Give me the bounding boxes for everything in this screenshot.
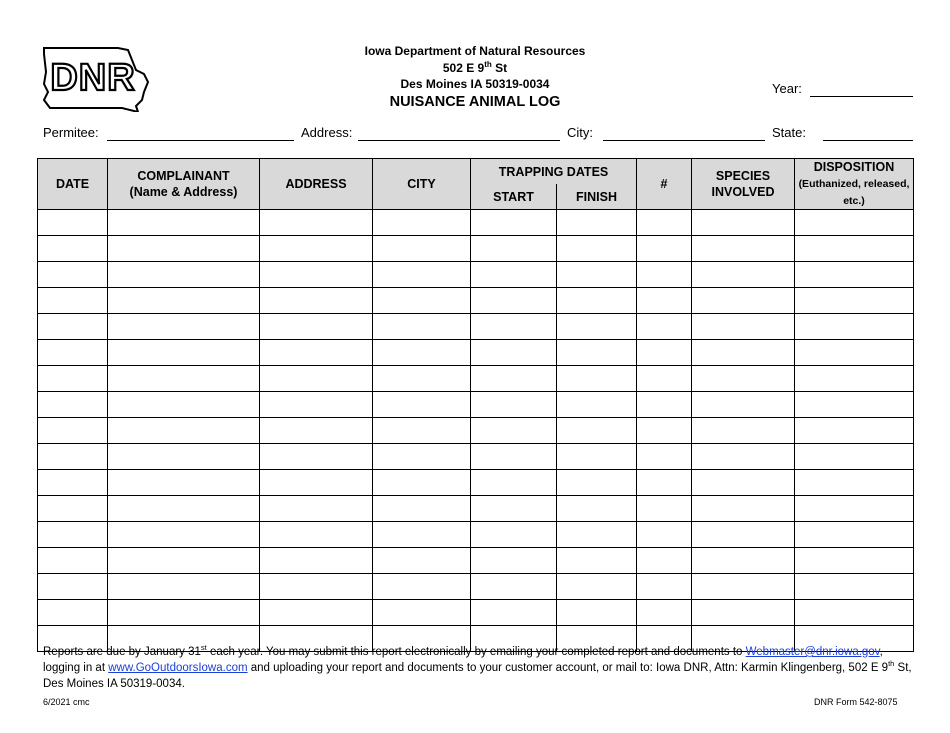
table-cell[interactable] bbox=[471, 314, 557, 340]
table-cell[interactable] bbox=[692, 314, 795, 340]
col-finish: FINISH bbox=[557, 184, 637, 210]
table-cell[interactable] bbox=[108, 314, 260, 340]
table-cell[interactable] bbox=[637, 314, 692, 340]
table-cell[interactable] bbox=[692, 210, 795, 236]
table-cell[interactable] bbox=[637, 574, 692, 600]
table-cell[interactable] bbox=[471, 444, 557, 470]
form-number: DNR Form 542-8075 bbox=[814, 697, 898, 707]
table-cell[interactable] bbox=[692, 236, 795, 262]
table-cell[interactable] bbox=[637, 392, 692, 418]
table-cell[interactable] bbox=[38, 600, 108, 626]
table-cell[interactable] bbox=[373, 470, 471, 496]
table-cell[interactable] bbox=[471, 522, 557, 548]
table-cell[interactable] bbox=[38, 392, 108, 418]
table-cell[interactable] bbox=[557, 314, 637, 340]
table-cell[interactable] bbox=[557, 236, 637, 262]
table-cell[interactable] bbox=[637, 522, 692, 548]
col-disposition: DISPOSITION (Euthanized, released, etc.) bbox=[795, 159, 914, 210]
table-cell[interactable] bbox=[108, 340, 260, 366]
table-row bbox=[38, 340, 914, 366]
table-cell[interactable] bbox=[38, 470, 108, 496]
year-field[interactable] bbox=[810, 96, 913, 97]
address-line-1: 502 E 9th St bbox=[442, 60, 508, 75]
table-cell[interactable] bbox=[795, 522, 914, 548]
table-cell[interactable] bbox=[692, 470, 795, 496]
table-cell[interactable] bbox=[637, 262, 692, 288]
table-row bbox=[38, 366, 914, 392]
table-cell[interactable] bbox=[373, 496, 471, 522]
table-row bbox=[38, 496, 914, 522]
table-cell[interactable] bbox=[557, 288, 637, 314]
table-cell[interactable] bbox=[795, 444, 914, 470]
table-cell[interactable] bbox=[471, 210, 557, 236]
table-cell[interactable] bbox=[557, 600, 637, 626]
table-cell[interactable] bbox=[471, 574, 557, 600]
table-row bbox=[38, 574, 914, 600]
table-cell[interactable] bbox=[692, 496, 795, 522]
form-title: NUISANCE ANIMAL LOG bbox=[389, 94, 561, 110]
table-cell[interactable] bbox=[38, 418, 108, 444]
table-cell[interactable] bbox=[795, 418, 914, 444]
table-cell[interactable] bbox=[795, 262, 914, 288]
table-cell[interactable] bbox=[108, 470, 260, 496]
table-cell[interactable] bbox=[260, 340, 373, 366]
city-field[interactable] bbox=[603, 140, 765, 141]
table-cell[interactable] bbox=[38, 522, 108, 548]
table-row bbox=[38, 288, 914, 314]
table-row bbox=[38, 470, 914, 496]
table-cell[interactable] bbox=[471, 288, 557, 314]
table-cell[interactable] bbox=[692, 444, 795, 470]
table-cell[interactable] bbox=[637, 444, 692, 470]
table-cell[interactable] bbox=[38, 496, 108, 522]
col-count: # bbox=[637, 159, 692, 210]
table-cell[interactable] bbox=[108, 522, 260, 548]
table-row bbox=[38, 236, 914, 262]
table-cell[interactable] bbox=[692, 366, 795, 392]
table-row bbox=[38, 522, 914, 548]
table-cell[interactable] bbox=[260, 418, 373, 444]
table-row bbox=[38, 210, 914, 236]
table-cell[interactable] bbox=[637, 600, 692, 626]
table-cell[interactable] bbox=[260, 366, 373, 392]
table-cell[interactable] bbox=[108, 210, 260, 236]
table-cell[interactable] bbox=[373, 314, 471, 340]
log-rows bbox=[38, 210, 914, 652]
table-cell[interactable] bbox=[637, 366, 692, 392]
table-cell[interactable] bbox=[557, 522, 637, 548]
table-cell[interactable] bbox=[373, 522, 471, 548]
address-line-2: Des Moines IA 50319-0034 bbox=[400, 77, 550, 91]
table-cell[interactable] bbox=[557, 366, 637, 392]
col-city: CITY bbox=[373, 159, 471, 210]
table-cell[interactable] bbox=[38, 262, 108, 288]
table-cell[interactable] bbox=[108, 600, 260, 626]
table-cell[interactable] bbox=[637, 548, 692, 574]
table-cell[interactable] bbox=[38, 210, 108, 236]
table-cell[interactable] bbox=[637, 470, 692, 496]
table-cell[interactable] bbox=[557, 444, 637, 470]
table-cell[interactable] bbox=[373, 210, 471, 236]
year-label: Year: bbox=[772, 81, 802, 96]
table-cell[interactable] bbox=[692, 600, 795, 626]
table-cell[interactable] bbox=[557, 262, 637, 288]
table-cell[interactable] bbox=[471, 236, 557, 262]
logo-text: DNR bbox=[50, 57, 136, 99]
col-address: ADDRESS bbox=[260, 159, 373, 210]
table-cell[interactable] bbox=[795, 340, 914, 366]
table-cell[interactable] bbox=[108, 444, 260, 470]
table-cell[interactable] bbox=[108, 366, 260, 392]
city-label: City: bbox=[567, 125, 593, 140]
table-cell[interactable] bbox=[795, 470, 914, 496]
address-label: Address: bbox=[301, 125, 353, 140]
table-cell[interactable] bbox=[38, 314, 108, 340]
table-cell[interactable] bbox=[471, 366, 557, 392]
table-cell[interactable] bbox=[260, 548, 373, 574]
col-species: SPECIES INVOLVED bbox=[692, 159, 795, 210]
permitee-label: Permitee: bbox=[43, 125, 99, 140]
col-trapping-dates: TRAPPING DATES bbox=[471, 159, 637, 185]
table-cell[interactable] bbox=[260, 392, 373, 418]
nuisance-log-table bbox=[37, 158, 914, 652]
table-row bbox=[38, 418, 914, 444]
table-cell[interactable] bbox=[471, 418, 557, 444]
email-link[interactable]: Webmaster@dnr.iowa.gov bbox=[745, 646, 880, 658]
table-cell[interactable] bbox=[692, 392, 795, 418]
table-cell[interactable] bbox=[637, 340, 692, 366]
table-cell[interactable] bbox=[557, 470, 637, 496]
table-cell[interactable] bbox=[557, 574, 637, 600]
table-row bbox=[38, 314, 914, 340]
table-cell[interactable] bbox=[108, 288, 260, 314]
table-cell[interactable] bbox=[373, 444, 471, 470]
table-cell[interactable] bbox=[795, 496, 914, 522]
table-cell[interactable] bbox=[471, 340, 557, 366]
table-cell[interactable] bbox=[38, 444, 108, 470]
table-cell[interactable] bbox=[260, 210, 373, 236]
table-cell[interactable] bbox=[692, 340, 795, 366]
table-cell[interactable] bbox=[260, 444, 373, 470]
table-cell[interactable] bbox=[373, 392, 471, 418]
table-cell[interactable] bbox=[471, 262, 557, 288]
table-cell[interactable] bbox=[795, 236, 914, 262]
table-row bbox=[38, 392, 914, 418]
table-cell[interactable] bbox=[557, 210, 637, 236]
dnr-logo bbox=[40, 40, 150, 112]
table-cell[interactable] bbox=[637, 418, 692, 444]
table-cell[interactable] bbox=[795, 210, 914, 236]
table-cell[interactable] bbox=[260, 574, 373, 600]
address-field[interactable] bbox=[358, 140, 560, 141]
table-row bbox=[38, 444, 914, 470]
table-cell[interactable] bbox=[795, 288, 914, 314]
table-cell[interactable] bbox=[471, 548, 557, 574]
table-cell[interactable] bbox=[557, 392, 637, 418]
table-cell[interactable] bbox=[108, 496, 260, 522]
table-cell[interactable] bbox=[637, 288, 692, 314]
table-cell[interactable] bbox=[795, 366, 914, 392]
table-cell[interactable] bbox=[38, 548, 108, 574]
table-cell[interactable] bbox=[260, 288, 373, 314]
table-cell[interactable] bbox=[38, 236, 108, 262]
table-cell[interactable] bbox=[692, 574, 795, 600]
table-cell[interactable] bbox=[637, 210, 692, 236]
table-cell[interactable] bbox=[260, 262, 373, 288]
col-date: DATE bbox=[38, 159, 108, 210]
state-field[interactable] bbox=[823, 140, 913, 141]
table-cell[interactable] bbox=[260, 314, 373, 340]
table-cell[interactable] bbox=[557, 418, 637, 444]
table-cell[interactable] bbox=[692, 262, 795, 288]
table-cell[interactable] bbox=[108, 548, 260, 574]
table-cell[interactable] bbox=[637, 236, 692, 262]
table-cell[interactable] bbox=[471, 496, 557, 522]
table-cell[interactable] bbox=[637, 496, 692, 522]
table-cell[interactable] bbox=[38, 366, 108, 392]
col-complainant: COMPLAINANT (Name & Address) bbox=[108, 159, 260, 210]
table-cell[interactable] bbox=[260, 236, 373, 262]
table-row bbox=[38, 600, 914, 626]
table-cell[interactable] bbox=[692, 548, 795, 574]
table-cell[interactable] bbox=[108, 418, 260, 444]
table-cell[interactable] bbox=[108, 392, 260, 418]
table-cell[interactable] bbox=[557, 340, 637, 366]
table-cell[interactable] bbox=[260, 522, 373, 548]
table-cell[interactable] bbox=[373, 340, 471, 366]
table-cell[interactable] bbox=[557, 496, 637, 522]
table-cell[interactable] bbox=[373, 574, 471, 600]
table-cell[interactable] bbox=[108, 236, 260, 262]
revision-date: 6/2021 cmc bbox=[43, 697, 90, 707]
table-cell[interactable] bbox=[692, 418, 795, 444]
website-link[interactable]: www.GoOutdoorsIowa.com bbox=[108, 662, 248, 674]
table-cell[interactable] bbox=[38, 288, 108, 314]
table-cell[interactable] bbox=[108, 574, 260, 600]
table-cell[interactable] bbox=[795, 314, 914, 340]
table-cell[interactable] bbox=[795, 548, 914, 574]
table-cell[interactable] bbox=[692, 522, 795, 548]
table-cell[interactable] bbox=[692, 288, 795, 314]
table-cell[interactable] bbox=[38, 574, 108, 600]
table-cell[interactable] bbox=[471, 470, 557, 496]
table-row bbox=[38, 548, 914, 574]
permitee-field[interactable] bbox=[107, 140, 294, 141]
table-cell[interactable] bbox=[108, 262, 260, 288]
table-cell[interactable] bbox=[38, 340, 108, 366]
col-start: START bbox=[471, 184, 557, 210]
table-cell[interactable] bbox=[795, 574, 914, 600]
table-row bbox=[38, 262, 914, 288]
footer-instructions: Reports are due by January 31st each year. You may submit this report electronically by emailing your completed report and documents to Webmaster@dnr.iowa.gov, logging in at www.GoOutdoorsIowa.com and uploading your report and documents to your customer account, or mail to: Iowa DNR, Attn: Karmin Klingenberg, 502 E 9th St, Des Moines IA 50319-0034. bbox=[43, 643, 912, 690]
org-name: Iowa Department of Natural Resources bbox=[364, 44, 586, 58]
table-cell[interactable] bbox=[260, 496, 373, 522]
table-cell[interactable] bbox=[557, 548, 637, 574]
table-cell[interactable] bbox=[373, 288, 471, 314]
table-cell[interactable] bbox=[373, 262, 471, 288]
table-cell[interactable] bbox=[471, 600, 557, 626]
table-cell[interactable] bbox=[373, 236, 471, 262]
table-cell[interactable] bbox=[373, 418, 471, 444]
table-cell[interactable] bbox=[260, 470, 373, 496]
table-cell[interactable] bbox=[795, 600, 914, 626]
table-cell[interactable] bbox=[373, 548, 471, 574]
table-cell[interactable] bbox=[260, 600, 373, 626]
table-cell[interactable] bbox=[795, 392, 914, 418]
table-cell[interactable] bbox=[471, 392, 557, 418]
table-cell[interactable] bbox=[373, 366, 471, 392]
table-cell[interactable] bbox=[373, 600, 471, 626]
state-label: State: bbox=[772, 125, 806, 140]
